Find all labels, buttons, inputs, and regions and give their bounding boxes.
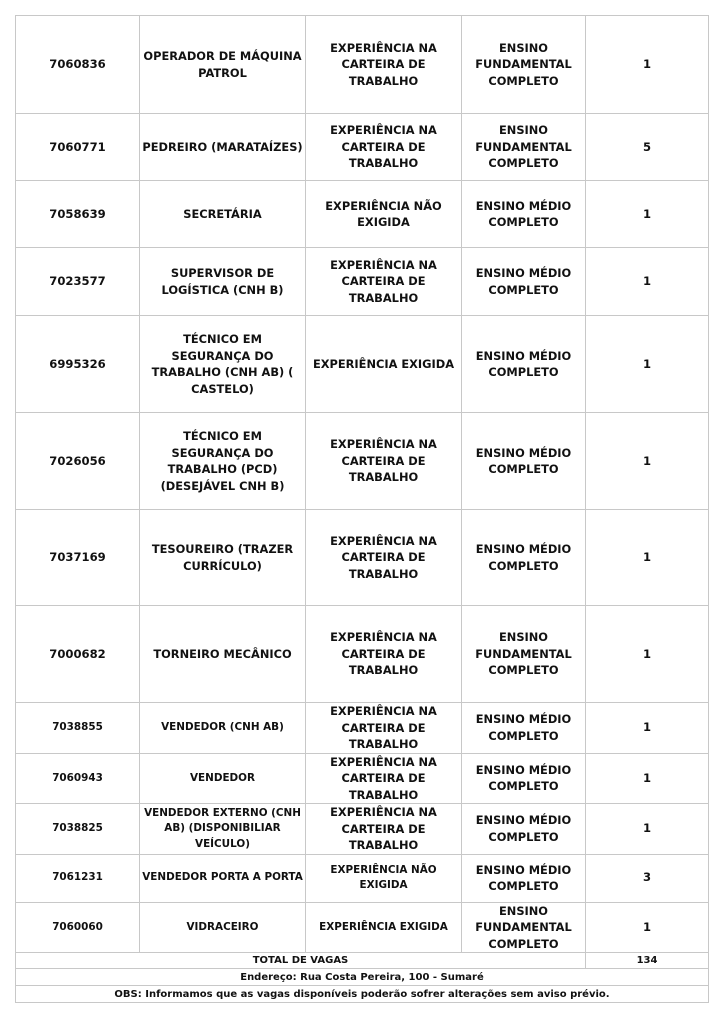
address: Endereço: Rua Costa Pereira, 100 - Sumaré	[16, 969, 709, 986]
occupation: TÉCNICO EM SEGURANÇA DO TRABALHO (PCD) (DESEJÁVEL CNH B)	[140, 413, 306, 510]
experience-requirement: EXPERIÊNCIA NA CARTEIRA DE TRABALHO	[306, 606, 462, 703]
vacancy-count: 3	[586, 854, 709, 902]
experience-requirement: EXPERIÊNCIA NA CARTEIRA DE TRABALHO	[306, 753, 462, 804]
experience-requirement: EXPERIÊNCIA NA CARTEIRA DE TRABALHO	[306, 510, 462, 606]
vacancy-code: 7023577	[16, 248, 140, 316]
vacancy-code: 7058639	[16, 181, 140, 248]
vacancy-count: 1	[586, 413, 709, 510]
education-requirement: ENSINO FUNDAMENTAL COMPLETO	[462, 16, 586, 114]
experience-requirement: EXPERIÊNCIA NÃO EXIGIDA	[306, 854, 462, 902]
total-row	[16, 953, 709, 969]
note-row	[16, 986, 709, 1003]
vacancy-code: 7060060	[16, 902, 140, 953]
vacancy-code: 7060836	[16, 16, 140, 114]
table-row	[16, 753, 709, 804]
education-requirement: ENSINO MÉDIO COMPLETO	[462, 510, 586, 606]
vacancy-count: 1	[586, 902, 709, 953]
vacancy-count: 1	[586, 248, 709, 316]
experience-requirement: EXPERIÊNCIA NÃO EXIGIDA	[306, 181, 462, 248]
vacancy-count: 1	[586, 316, 709, 413]
occupation: VENDEDOR PORTA A PORTA	[140, 854, 306, 902]
table-row	[16, 16, 709, 114]
table-row	[16, 703, 709, 754]
job-vacancies-table	[15, 15, 709, 1003]
table-row	[16, 606, 709, 703]
vacancy-count: 1	[586, 16, 709, 114]
vacancy-code: 7038855	[16, 703, 140, 754]
vacancy-code: 6995326	[16, 316, 140, 413]
occupation: VENDEDOR (CNH AB)	[140, 703, 306, 754]
table-row	[16, 248, 709, 316]
experience-requirement: EXPERIÊNCIA EXIGIDA	[306, 316, 462, 413]
education-requirement: ENSINO MÉDIO COMPLETO	[462, 804, 586, 855]
occupation: SECRETÁRIA	[140, 181, 306, 248]
total-value: 134	[586, 953, 709, 969]
occupation: OPERADOR DE MÁQUINA PATROL	[140, 16, 306, 114]
vacancy-code: 7060771	[16, 114, 140, 181]
education-requirement: ENSINO MÉDIO COMPLETO	[462, 413, 586, 510]
education-requirement: ENSINO FUNDAMENTAL COMPLETO	[462, 902, 586, 953]
disclaimer-note: OBS: Informamos que as vagas disponíveis poderão sofrer alterações sem aviso prévio.	[16, 986, 709, 1003]
occupation: SUPERVISOR DE LOGÍSTICA (CNH B)	[140, 248, 306, 316]
vacancy-code: 7026056	[16, 413, 140, 510]
table-row	[16, 902, 709, 953]
experience-requirement: EXPERIÊNCIA NA CARTEIRA DE TRABALHO	[306, 413, 462, 510]
vacancy-count: 1	[586, 703, 709, 754]
table-row	[16, 510, 709, 606]
vacancy-count: 5	[586, 114, 709, 181]
experience-requirement: EXPERIÊNCIA NA CARTEIRA DE TRABALHO	[306, 114, 462, 181]
occupation: VIDRACEIRO	[140, 902, 306, 953]
education-requirement: ENSINO MÉDIO COMPLETO	[462, 316, 586, 413]
vacancy-count: 1	[586, 181, 709, 248]
vacancy-code: 7060943	[16, 753, 140, 804]
vacancy-count: 1	[586, 606, 709, 703]
vacancy-code: 7000682	[16, 606, 140, 703]
vacancy-code: 7037169	[16, 510, 140, 606]
education-requirement: ENSINO MÉDIO COMPLETO	[462, 181, 586, 248]
education-requirement: ENSINO FUNDAMENTAL COMPLETO	[462, 606, 586, 703]
education-requirement: ENSINO MÉDIO COMPLETO	[462, 703, 586, 754]
total-label: TOTAL DE VAGAS	[16, 953, 586, 969]
table-row	[16, 804, 709, 855]
experience-requirement: EXPERIÊNCIA NA CARTEIRA DE TRABALHO	[306, 804, 462, 855]
vacancy-count: 1	[586, 510, 709, 606]
occupation: TESOUREIRO (TRAZER CURRÍCULO)	[140, 510, 306, 606]
table-row	[16, 316, 709, 413]
experience-requirement: EXPERIÊNCIA NA CARTEIRA DE TRABALHO	[306, 248, 462, 316]
vacancy-code: 7061231	[16, 854, 140, 902]
vacancy-count: 1	[586, 804, 709, 855]
vacancy-code: 7038825	[16, 804, 140, 855]
experience-requirement: EXPERIÊNCIA NA CARTEIRA DE TRABALHO	[306, 703, 462, 754]
address-row	[16, 969, 709, 986]
occupation: VENDEDOR EXTERNO (CNH AB) (DISPONIBILIAR VEÍCULO)	[140, 804, 306, 855]
occupation: TORNEIRO MECÂNICO	[140, 606, 306, 703]
occupation: PEDREIRO (MARATAÍZES)	[140, 114, 306, 181]
table-row	[16, 114, 709, 181]
experience-requirement: EXPERIÊNCIA NA CARTEIRA DE TRABALHO	[306, 16, 462, 114]
table-row	[16, 854, 709, 902]
table-row	[16, 181, 709, 248]
job-vacancies-sheet	[15, 15, 708, 1003]
occupation: VENDEDOR	[140, 753, 306, 804]
education-requirement: ENSINO MÉDIO COMPLETO	[462, 753, 586, 804]
occupation: TÉCNICO EM SEGURANÇA DO TRABALHO (CNH AB) ( CASTELO)	[140, 316, 306, 413]
education-requirement: ENSINO FUNDAMENTAL COMPLETO	[462, 114, 586, 181]
education-requirement: ENSINO MÉDIO COMPLETO	[462, 248, 586, 316]
experience-requirement: EXPERIÊNCIA EXIGIDA	[306, 902, 462, 953]
table-row	[16, 413, 709, 510]
vacancy-count: 1	[586, 753, 709, 804]
education-requirement: ENSINO MÉDIO COMPLETO	[462, 854, 586, 902]
